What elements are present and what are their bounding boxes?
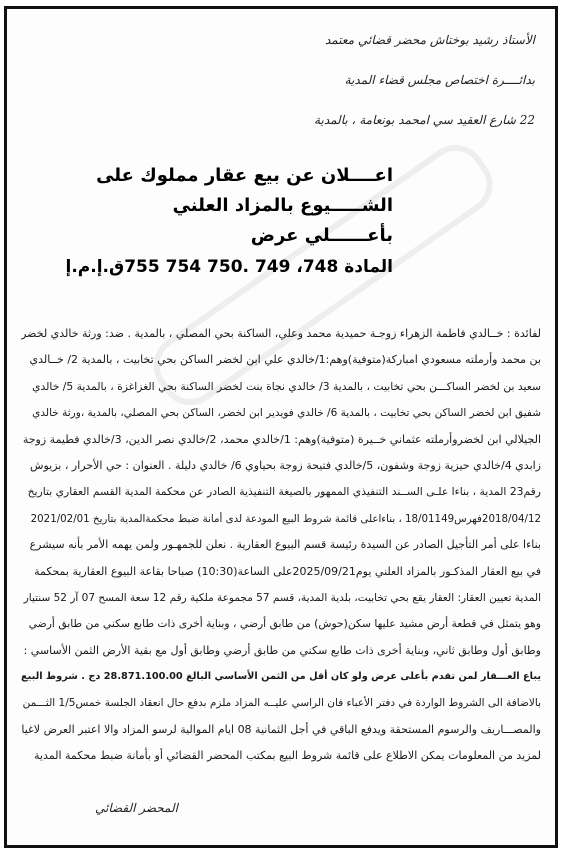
- body-line: والمصـــاريف والرسوم المستحقة ويدفع الباقي في أجل الثمانية 08 ايام الموالية لرسو المزاد والا اعتبر العرض لاغيا: [21, 722, 541, 736]
- body-line-sale-price: يباع العـــقار لمن تقدم بأعلى عرض ولو كان أقل من الثمن الأساسي البالغ 28.871.100.00 دج . شروط البيع: [21, 671, 541, 683]
- body-line: المدية تعيين العقار: العقار يقع بحي تخابيت، بلدية المدية، قسم 57 مجموعة ملكية رقم 12 سعة المسح 07 آر 52 سنتيار: [23, 591, 541, 604]
- body-line: وهو يتمثل في قطعة أرض مشيد عليها سكن(حوش) من طابق أرضي ، وبناية أخرى ذات طابع سكني من طابق أرضي: [28, 617, 541, 631]
- jurisdiction: بدائــــرة اختصاص مجلس قضاء المدية: [344, 73, 535, 87]
- signature: المحضر القضائي: [95, 801, 178, 815]
- body-line: شفيق ابن لخضر الساكن بحي تخابيت ، بالمدية 6/ خالدي فويدير ابن لخضر، الساكن بحي المصلي، بالمدية ،ورثة خالدي: [32, 407, 541, 420]
- announcement-body: [21, 321, 541, 770]
- body-line: رقم23 المدية ، بناءا علـى الســند التنفيذي الممهور بالصيغة التنفيذية الصادر عن محكمة المدية القسم العقاري بتاريخ: [27, 485, 541, 499]
- body-line: 2018/04/12فهرس18/01149 ، بناءاعلى قائمة شروط البيع المودعة لدى أمانة ضبط محكمةالمدية بتاريخ 2021/02/01: [30, 512, 541, 525]
- office-address: 22 شارع العقيد سي امحمد بونعامة ، بالمدية: [314, 113, 535, 127]
- body-line: وطابق أول وطابق ثاني، وبناية أخرى ذات طابع سكني من طابق أرضي وطابق أول مع بقية الأرض الثمن الأساسي :: [23, 643, 541, 657]
- body-line: في بيع العقار المذكـور بالمزاد العلني يوم2025/09/21على الساعة(10:30) صباحا بقاعة البيوع العقارية بمحكمة: [34, 564, 541, 578]
- body-line: الجيلالي ابن لخضروأرملته عثماني خــيرة (متوفية)وهم: 1/خالدي محمد، 2/خالدي نصر الدين، 3/خالدي فطيمة زوجة: [22, 432, 541, 446]
- body-line: لمزيد من المعلومات يمكن الاطلاع على قائمة شروط البيع بمكتب المحضر القضائي أو بأمانة ضبط محكمة المدية: [34, 749, 541, 763]
- title-line-3: بأعــــــلي عرض: [250, 225, 393, 246]
- body-line: زابدي 4/خالدي حيزية زوجة وشفون، 5/خالدي فتيحة زوجة بحياوي 6/ خالدي دليلة . العنوان : حي الأحرار ، بزيوش: [30, 458, 541, 472]
- bailiff-name: الأستاذ رشيد بوختاش محضر قضائي معتمد: [325, 33, 535, 47]
- legal-articles: المادة 748، 749 .750 754 755ق.إ.م.إ: [65, 257, 393, 277]
- announcement-frame: [4, 6, 558, 848]
- title-line-2: الشـــــيوع بالمزاد العلني: [172, 195, 393, 216]
- body-line: سعيد بن لخضر الساكـــن بحي تخابيت ، بالمدية 3/ خالدي نجاة بنت لخضر الساكنة بحي الغزاغزة ، بالمدية 5/ خالدي: [32, 379, 541, 393]
- body-line: بن محمد وأرملته مسعودي امباركة(متوفية)وهم:1/خالدي علي ابن لخضر الساكن بحي تخابيت ، بالمدية 2/ خــالدي: [29, 353, 541, 367]
- title-line-1: اعــــلان عن بيع عقار مملوك على: [96, 165, 393, 186]
- body-line: بالاضافة الى الشروط الواردة في دفتر الأعباء فان الراسي عليــه المزاد ملزم بدفع حال انعقاد الجلسة خمس1/5 الثـــمن: [22, 697, 541, 710]
- body-line: لفائدة : خــالدي فاطمة الزهراء زوجـة حميدية محمد وعلي، الساكنة بحي المصلي ، بالمدية . ضد: ورثة خالدي لخضر: [21, 327, 541, 340]
- body-line: بناءا على أمر التأجيل الصادر عن السيدة رئيسة قسم البيوع العقارية . نعلن للجمهـور ولمن يهمه الأمر بأنه سيشرع: [29, 538, 541, 552]
